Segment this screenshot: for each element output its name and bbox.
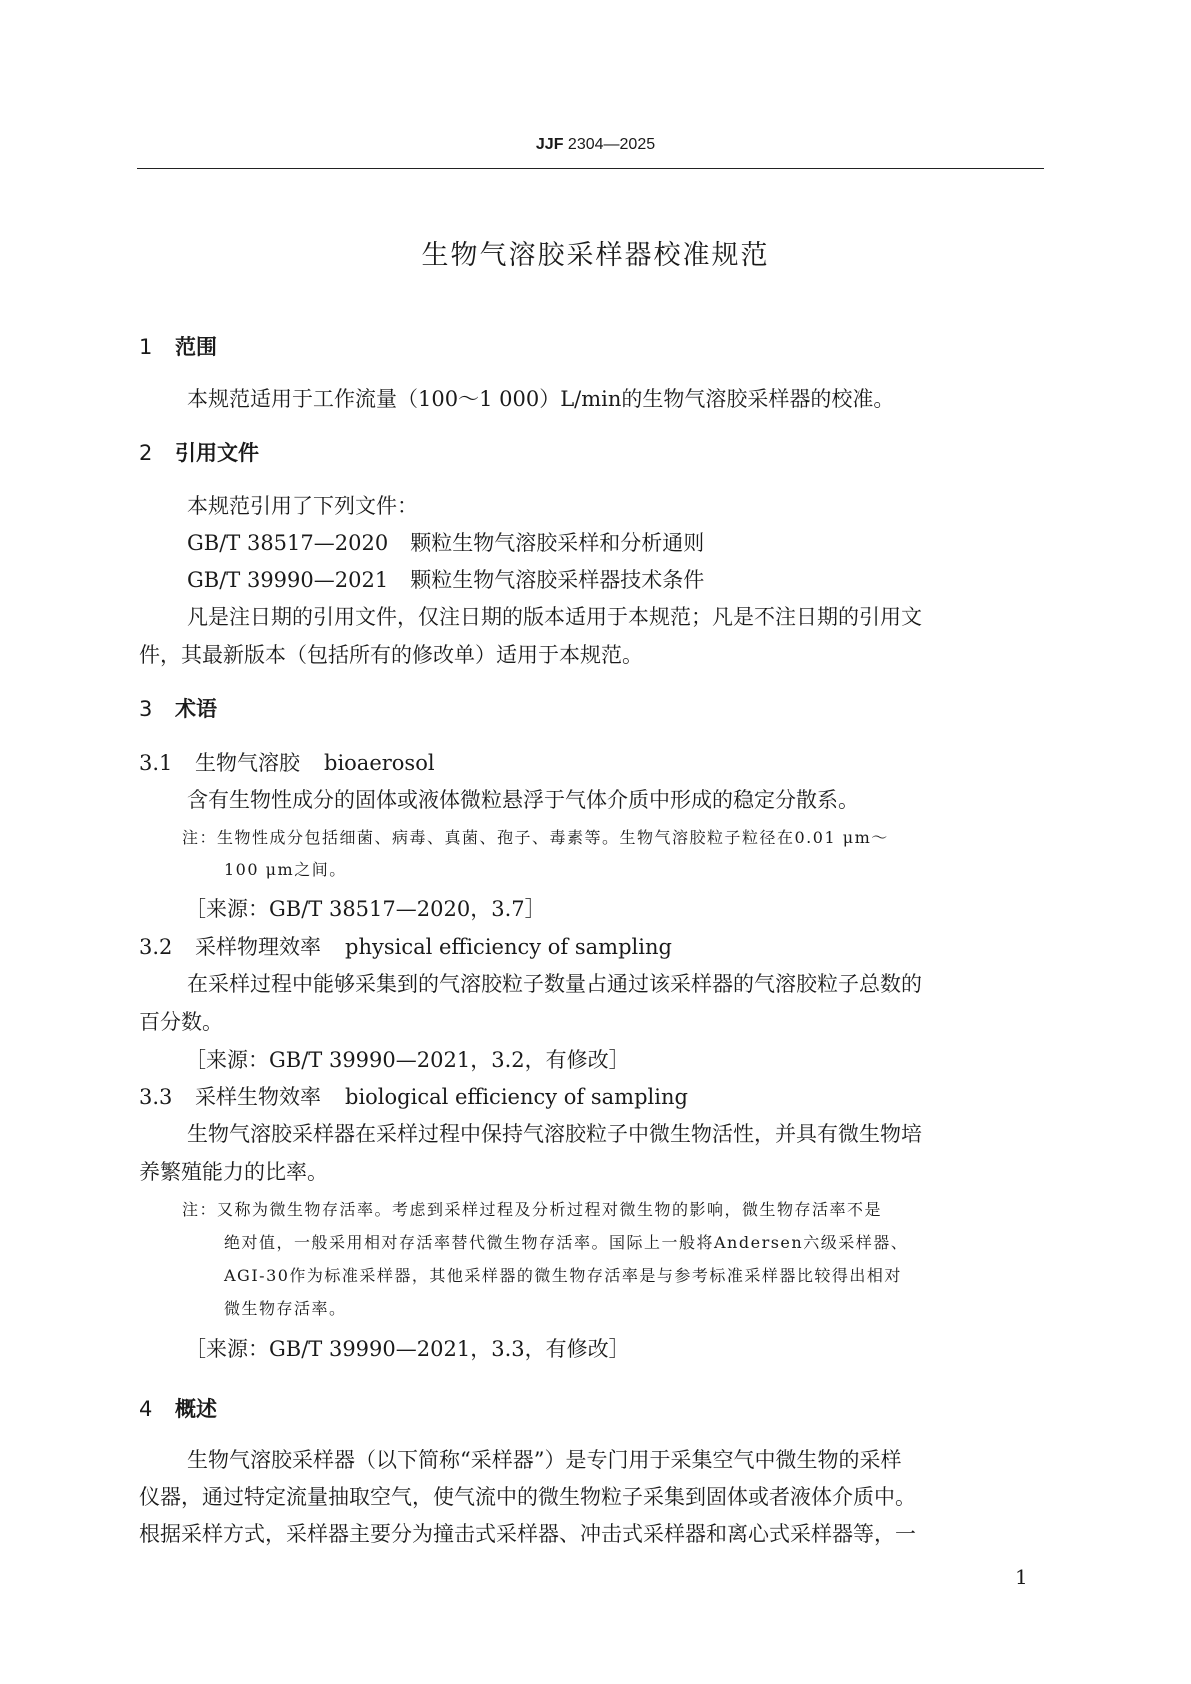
section-number: 1 [139, 335, 153, 359]
section-title: 概述 [175, 1397, 217, 1421]
reference-rule-line: 件，其最新版本（包括所有的修改单）适用于本规范。 [139, 643, 643, 667]
standard-code [0, 136, 1191, 154]
reference-code: GB/T 38517—2020 [187, 531, 389, 555]
reference-item [187, 527, 704, 557]
section-heading-2 [139, 437, 259, 467]
reference-name: 颗粒生物气溶胶采样器技术条件 [410, 568, 705, 592]
term-en: physical efficiency of sampling [345, 935, 672, 959]
section-title: 引用文件 [175, 441, 259, 465]
term-heading [139, 931, 672, 961]
overview-line: 生物气溶胶采样器（以下简称“采样器”）是专门用于采集空气中微生物的采样 [187, 1448, 902, 1472]
standard-prefix: JJF [535, 136, 564, 153]
term-note: 注：又称为微生物存活率。考虑到采样过程及分析过程对微生物的影响，微生物存活率不是 [182, 1200, 883, 1219]
term-note: 注：生物性成分包括细菌、病毒、真菌、孢子、毒素等。生物气溶胶粒子粒径在0.01 μm～ [182, 828, 889, 847]
scope-text: 本规范适用于工作流量（100～1 000）L/min的生物气溶胶采样器的校准。 [187, 387, 895, 411]
term-note: 100 μm之间。 [224, 860, 347, 879]
term-note: 绝对值，一般采用相对存活率替代微生物存活率。国际上一般将Andersen六级采样器、 [224, 1233, 909, 1252]
reference-item [187, 564, 704, 594]
section-heading-1 [139, 331, 217, 361]
section-heading-4 [139, 1393, 217, 1423]
term-definition: 生物气溶胶采样器在采样过程中保持气溶胶粒子中微生物活性，并具有微生物培 [187, 1122, 922, 1146]
term-definition: 含有生物性成分的固体或液体微粒悬浮于气体介质中形成的稳定分散系。 [187, 788, 859, 812]
reference-name: 颗粒生物气溶胶采样和分析通则 [410, 531, 705, 555]
term-en: bioaerosol [324, 751, 435, 775]
reference-code: GB/T 39990—2021 [187, 568, 389, 592]
term-number: 3.3 [139, 1085, 173, 1109]
term-number: 3.1 [139, 751, 173, 775]
term-number: 3.2 [139, 935, 173, 959]
term-en: biological efficiency of sampling [345, 1085, 688, 1109]
document-title: 生物气溶胶采样器校准规范 [421, 240, 770, 271]
term-note: AGI-30作为标准采样器，其他采样器的微生物存活率是与参考标准采样器比较得出相对 [224, 1266, 902, 1285]
section-number: 3 [139, 697, 153, 721]
section-title: 范围 [175, 335, 217, 359]
references-intro: 本规范引用了下列文件： [187, 494, 418, 518]
term-cn: 采样物理效率 [195, 935, 321, 959]
term-note: 微生物存活率。 [224, 1299, 347, 1318]
term-source: ［来源：GB/T 38517—2020，3.7］ [185, 897, 546, 921]
term-definition: 养繁殖能力的比率。 [139, 1160, 328, 1184]
section-heading-3 [139, 693, 217, 723]
header-rule [137, 168, 1044, 169]
section-number: 2 [139, 441, 153, 465]
term-source: ［来源：GB/T 39990—2021，3.2，有修改］ [185, 1048, 630, 1072]
section-title: 术语 [175, 697, 217, 721]
term-cn: 采样生物效率 [195, 1085, 321, 1109]
overview-line: 仪器，通过特定流量抽取空气，使气流中的微生物粒子采集到固体或者液体介质中。 [139, 1485, 916, 1509]
term-heading [139, 1081, 688, 1111]
standard-number: 2304—2025 [567, 136, 656, 153]
term-source: ［来源：GB/T 39990—2021，3.3，有修改］ [185, 1337, 630, 1361]
reference-rule-line: 凡是注日期的引用文件，仅注日期的版本适用于本规范；凡是不注日期的引用文 [187, 605, 922, 629]
term-definition: 百分数。 [139, 1010, 223, 1034]
term-definition: 在采样过程中能够采集到的气溶胶粒子数量占通过该采样器的气溶胶粒子总数的 [187, 972, 922, 996]
page-number: 1 [1015, 1565, 1028, 1589]
term-heading [139, 747, 435, 777]
term-cn: 生物气溶胶 [195, 751, 300, 775]
section-number: 4 [139, 1397, 153, 1421]
overview-line: 根据采样方式，采样器主要分为撞击式采样器、冲击式采样器和离心式采样器等，一 [139, 1522, 916, 1546]
